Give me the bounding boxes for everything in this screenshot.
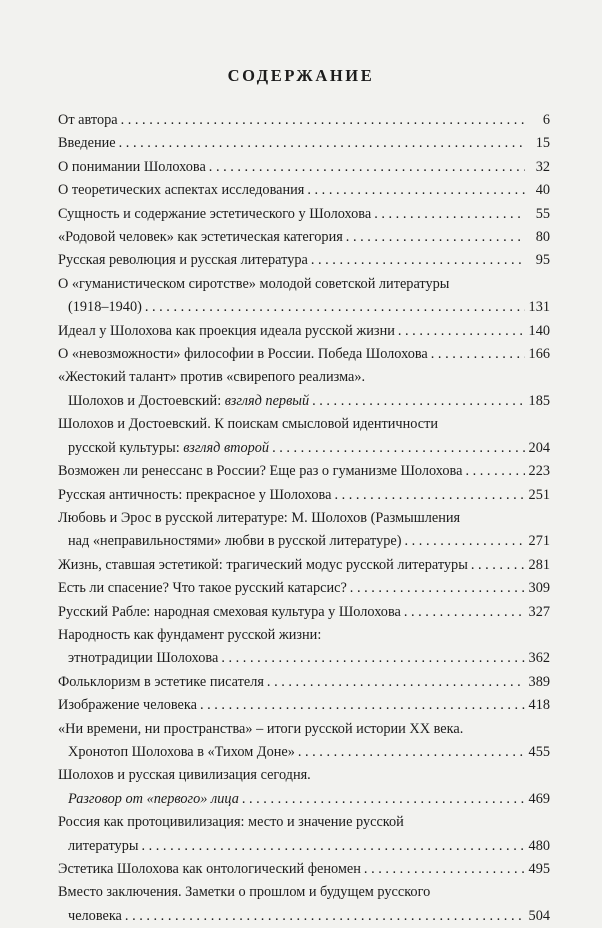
- toc-entry: [58, 601, 550, 624]
- toc-entry: [58, 554, 550, 577]
- toc-entry-text: Русская античность: прекрасное у Шолохова: [58, 486, 332, 503]
- toc-entry-text: Шолохов и русская цивилизация сегодня.: [58, 767, 311, 784]
- toc-entry: [58, 694, 550, 717]
- toc-page-number: 131: [528, 299, 550, 316]
- toc-entry-text: Россия как протоцивилизация: место и значение русской: [58, 814, 404, 831]
- dot-leader: [121, 109, 525, 132]
- toc-entry-text: Любовь и Эрос в русской литературе: М. Шолохов (Размышления: [58, 509, 461, 526]
- toc-entry-text: От автора: [58, 112, 118, 128]
- toc-entry: [58, 858, 550, 881]
- dot-leader: [125, 905, 525, 928]
- toc-entry-text: Фольклоризм в эстетике писателя: [58, 673, 264, 690]
- toc-entry-text: человека: [68, 907, 122, 924]
- dot-leader: [334, 484, 525, 507]
- toc-page-number: 271: [528, 533, 550, 550]
- toc-page-number: 6: [542, 112, 550, 128]
- toc-entry: [58, 132, 550, 155]
- toc-entry-text: «Жестокий талант» против «свирепого реализма».: [58, 369, 366, 386]
- toc-entry: [58, 156, 550, 179]
- toc-entry: [58, 484, 550, 507]
- toc-entry: [58, 811, 550, 858]
- toc-page-number: 362: [528, 650, 550, 667]
- toc-entry: [58, 226, 550, 249]
- dot-leader: [404, 601, 525, 624]
- toc-entry: [58, 671, 550, 694]
- dot-leader: [267, 671, 525, 694]
- dot-leader: [398, 320, 525, 343]
- toc-entry-text: русской культуры: взгляд второй: [68, 439, 270, 456]
- dot-leader: [145, 296, 525, 319]
- toc-page-number: 504: [528, 907, 550, 924]
- toc-entry-text: «Родовой человек» как эстетическая категория: [58, 229, 343, 246]
- dot-leader: [374, 203, 525, 226]
- toc-entry: [58, 413, 550, 460]
- dot-leader: [209, 156, 525, 179]
- dot-leader: [272, 437, 525, 460]
- toc-page-number: 469: [528, 790, 550, 807]
- dot-leader: [311, 249, 525, 272]
- toc-entry: [58, 273, 550, 320]
- toc-entry-text: Шолохов и Достоевский. К поискам смысловой идентичности: [58, 416, 439, 433]
- toc-entry-text: Идеал у Шолохова как проекция идеала русской жизни: [58, 322, 395, 339]
- toc-entry: [58, 764, 550, 811]
- toc-entry-text: Введение: [58, 135, 116, 152]
- dot-leader: [141, 835, 525, 858]
- toc-page-number: 281: [528, 556, 550, 573]
- toc-entry-italic-text: Разговор от «первого» лица: [68, 790, 239, 807]
- toc-entry-text: О «гуманистическом сиротстве» молодой советской литературы: [58, 275, 450, 292]
- toc-page-number: 495: [528, 861, 550, 877]
- toc-entry-text: Вместо заключения. Заметки о прошлом и будущем русского: [58, 884, 431, 901]
- toc-entry-text: Жизнь, ставшая эстетикой: трагический модус русской литературы: [58, 556, 468, 573]
- dot-leader: [431, 343, 525, 366]
- toc-page-number: 418: [528, 697, 550, 714]
- toc-page-number: 251: [528, 486, 550, 503]
- dot-leader: [200, 694, 525, 717]
- toc-entry: [58, 343, 550, 366]
- toc-entry: [58, 320, 550, 343]
- dot-leader: [350, 577, 525, 600]
- toc-page-number: 455: [528, 743, 550, 760]
- dot-leader: [465, 460, 525, 483]
- toc-entry: [58, 624, 550, 671]
- dot-leader: [405, 530, 526, 553]
- toc-page-number: 55: [535, 205, 550, 222]
- toc-entry-italic-text: взгляд второй: [183, 439, 270, 456]
- toc-page-number: 185: [528, 392, 550, 409]
- toc-page-number: 223: [528, 463, 550, 480]
- toc-entry-text: [58, 788, 239, 811]
- toc-entry-text: Сущность и содержание эстетического у Шолохова: [58, 205, 372, 222]
- table-of-contents: [58, 109, 550, 928]
- toc-entry: [58, 366, 550, 413]
- toc-entry: [58, 507, 550, 554]
- toc-entry-text: Русский Рабле: народная смеховая культура у Шолохова: [58, 603, 401, 620]
- toc-entry-text: (1918–1940): [68, 299, 142, 316]
- toc-entry-text: над «неправильностями» любви в русской литературе): [68, 533, 402, 550]
- toc-page-number: 389: [528, 673, 550, 690]
- toc-entry-text: О «невозможности» философии в России. Победа Шолохова: [58, 346, 428, 363]
- dot-leader: [242, 788, 525, 811]
- toc-entry-text: О понимании Шолохова: [58, 158, 206, 175]
- dot-leader: [119, 132, 525, 155]
- toc-entry-text: этнотрадиции Шолохова: [68, 650, 219, 667]
- toc-page-number: 40: [535, 182, 550, 199]
- toc-entry-text: О теоретических аспектах исследования: [58, 182, 305, 199]
- toc-entry: [58, 881, 550, 928]
- toc-entry: [58, 460, 550, 483]
- toc-page-number: 140: [528, 322, 550, 339]
- toc-entry-text: литературы: [68, 837, 139, 854]
- toc-page-number: 32: [535, 158, 550, 175]
- dot-leader: [221, 647, 525, 670]
- toc-entry-text: Русская революция и русская литература: [58, 252, 308, 269]
- toc-entry-text: Эстетика Шолохова как онтологический феномен: [58, 861, 361, 877]
- toc-entry: [58, 203, 550, 226]
- toc-entry: [58, 577, 550, 600]
- toc-entry: [58, 718, 550, 765]
- toc-page-number: 204: [528, 439, 550, 456]
- toc-page-number: 480: [528, 837, 550, 854]
- toc-entry-text: Шолохов и Достоевский: взгляд первый: [68, 392, 310, 409]
- toc-entry-text: «Ни времени, ни пространства» – итоги русской истории XX века.: [58, 720, 464, 737]
- toc-entry-text: Возможен ли ренессанс в России? Еще раз о гуманизме Шолохова: [58, 463, 463, 480]
- dot-leader: [307, 179, 525, 202]
- toc-entry-italic-text: взгляд первый: [224, 392, 310, 409]
- toc-entry: [58, 109, 550, 132]
- toc-entry-text: Хронотоп Шолохова в «Тихом Доне»: [68, 743, 295, 760]
- toc-entry-text: Изображение человека: [58, 697, 197, 714]
- dot-leader: [312, 390, 525, 413]
- dot-leader: [346, 226, 525, 249]
- dot-leader: [298, 741, 525, 764]
- toc-entry: [58, 249, 550, 272]
- toc-entry: [58, 179, 550, 202]
- toc-entry-text: Народность как фундамент русской жизни:: [58, 626, 322, 643]
- toc-page-number: 166: [528, 346, 550, 363]
- toc-entry-text: Есть ли спасение? Что такое русский катарсис?: [58, 580, 347, 597]
- page-title: СОДЕРЖАНИЕ: [227, 66, 375, 85]
- toc-page-number: 80: [535, 229, 550, 246]
- dot-leader: [364, 858, 525, 881]
- toc-page-number: 15: [535, 135, 550, 152]
- toc-page-number: 95: [535, 252, 550, 269]
- toc-page-number: 327: [528, 603, 550, 620]
- dot-leader: [471, 554, 525, 577]
- toc-page-number: 309: [528, 580, 550, 597]
